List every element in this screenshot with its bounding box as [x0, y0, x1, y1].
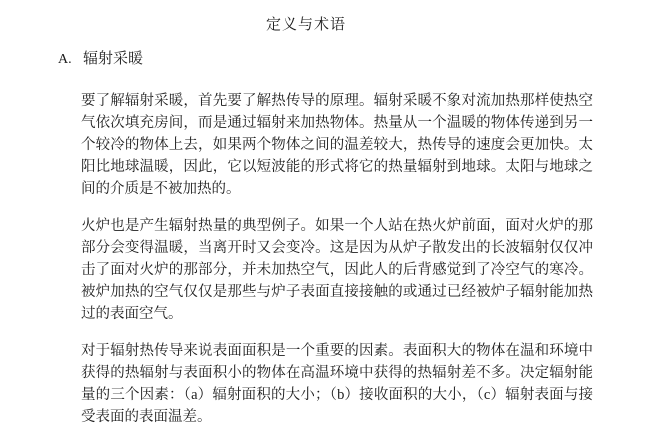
paragraph-stove-example: 火炉也是产生辐射热量的典型例子。如果一个人站在热火炉前面，面对火炉的那部分会变得温暖，当离开时又会变冷。这是因为从炉子散发出的长波辐射仅仅冲击了面对火炉的那部分，并未加热空气，因此人的后背感觉到了冷空气的寒冷。被炉加热的空气仅仅是那些与炉子表面直接接触的或通过已经被炉子辐射能加热过的表面空气。 — [81, 218, 593, 322]
section-title: 辐射采暖 — [83, 51, 144, 67]
paragraph-radiant-heating-principle: 要了解辐射采暖，首先要了解热传导的原理。辐射采暖不象对流加热那样使热空气依次填充房间，而是通过辐射来加热物体。热量从一个温暖的物体传递到另一个较冷的物体上去，如果两个物体之间的温差较大，热传导的速度会更加快。太阳比地球温暖，因此，它以短波能的形式将它的热量辐射到地球。太阳与地球之间的介质是不被加热的。 — [81, 93, 593, 197]
section-label: A. — [58, 52, 72, 67]
paragraph-surface-area-factors: 对于辐射热传导来说表面面积是一个重要的因素。表面积大的物体在温和环境中获得的热辐射与表面积小的物体在高温环境中获得的热辐射差不多。决定辐射能量的三个因素：（a）辐射面积的大小；（b）接收面积的大小，（c）辐射表面与接受表面的表面温差。 — [81, 343, 593, 425]
section-heading-row — [58, 48, 647, 71]
document-body — [81, 90, 593, 428]
page-title: 定义与术语 — [265, 17, 346, 33]
document-page — [0, 14, 647, 447]
